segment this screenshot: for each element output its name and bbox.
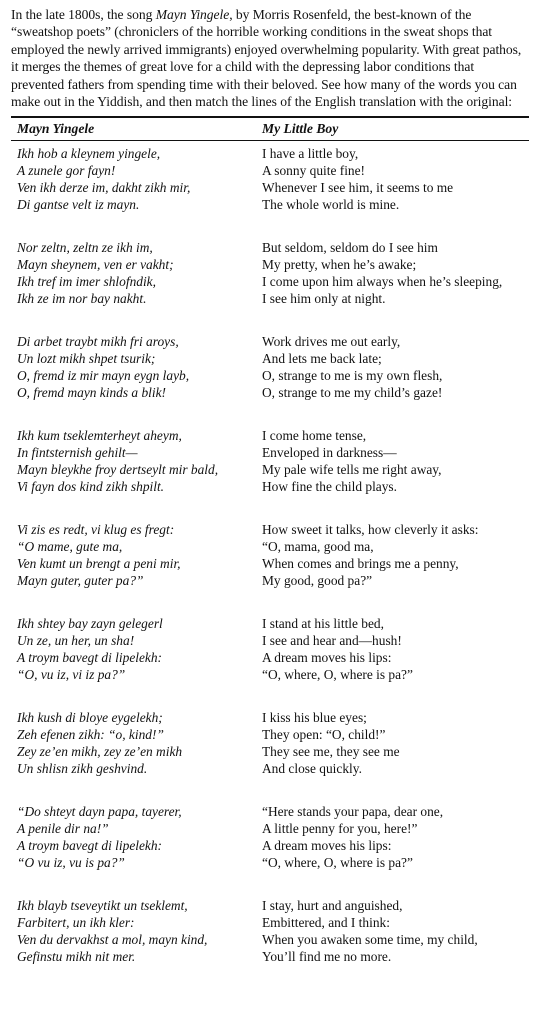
lyric-line — [11, 572, 529, 589]
lyric-line — [11, 478, 529, 495]
english-line: I come home tense, — [262, 427, 367, 443]
english-line: You’ll find me no more. — [262, 948, 392, 964]
stanza — [11, 145, 529, 213]
english-line: The whole world is mine. — [262, 196, 400, 212]
lyric-line — [11, 256, 529, 273]
stanza — [11, 333, 529, 401]
yiddish-line: Ikh hob a kleynem yingele, — [17, 145, 161, 161]
lyric-line — [11, 555, 529, 572]
lyric-line — [11, 350, 529, 367]
yiddish-line: “Do shteyt dayn papa, tayerer, — [17, 803, 182, 819]
lyric-line — [11, 333, 529, 350]
intro-paragraph — [11, 6, 529, 110]
english-line: A little penny for you, here!” — [262, 820, 418, 836]
english-line: Work drives me out early, — [262, 333, 401, 349]
english-line: How fine the child plays. — [262, 478, 397, 494]
intro-text-rest: , by Morris Rosenfeld, the best-known of the “sweatshop poets” (chroniclers of the horrible working conditions in the sweat shops that employed the newly arrived immigrants) enjoyed overwhelming popularity. With great pathos, it merges the themes of great love for a child with the depressing labor conditions that prevented fathers from spending time with their beloved. See how many of the words you can make out in the Yiddish, and then match the lines of the English translation with the original: — [11, 7, 522, 110]
lyric-line — [11, 820, 529, 837]
english-line: O, strange to me my child’s gaze! — [262, 384, 443, 400]
intro-song-title: Mayn Yingele — [155, 7, 230, 22]
yiddish-line: “O vu iz, vu is pa?” — [17, 854, 125, 870]
english-line: They open: “O, child!” — [262, 726, 386, 742]
lyrics-table — [11, 116, 529, 965]
english-line: My pretty, when he’s awake; — [262, 256, 417, 272]
lyric-line — [11, 743, 529, 760]
english-line: Embittered, and I think: — [262, 914, 390, 930]
english-line: “O, where, O, where is pa?” — [262, 854, 413, 870]
stanza — [11, 521, 529, 589]
intro-text-start: In the late 1800s, the song — [11, 7, 156, 22]
yiddish-line: Vi zis es redt, vi klug es fregt: — [17, 521, 175, 537]
yiddish-line: “O, vu iz, vi iz pa?” — [17, 666, 126, 682]
stanza-gap — [11, 401, 529, 423]
lyric-line — [11, 521, 529, 538]
yiddish-line: Mayn sheynem, ven er vakht; — [17, 256, 174, 272]
stanza-gap — [11, 777, 529, 799]
yiddish-line: O, fremd iz mir mayn eygn layb, — [17, 367, 190, 383]
lyric-line — [11, 726, 529, 743]
stanza-gap — [11, 495, 529, 517]
english-line: I kiss his blue eyes; — [262, 709, 367, 725]
stanza-gap — [11, 307, 529, 329]
yiddish-line: Ikh ze im nor bay nakht. — [17, 290, 147, 306]
english-line: I stay, hurt and anguished, — [262, 897, 403, 913]
yiddish-line: A troym bavegt di lipelekh: — [17, 837, 163, 853]
yiddish-line: Di arbet traybt mikh fri aroys, — [17, 333, 179, 349]
yiddish-line: Ikh shtey bay zayn gelegerl — [17, 615, 163, 631]
english-line: I stand at his little bed, — [262, 615, 384, 631]
english-line: O, strange to me is my own flesh, — [262, 367, 443, 383]
english-line: I see him only at night. — [262, 290, 386, 306]
stanza — [11, 239, 529, 307]
english-line: A dream moves his lips: — [262, 837, 392, 853]
stanza — [11, 615, 529, 683]
english-line: When you awaken some time, my child, — [262, 931, 478, 947]
english-line: “O, where, O, where is pa?” — [262, 666, 413, 682]
lyric-line — [11, 709, 529, 726]
lyric-line — [11, 384, 529, 401]
english-line: Enveloped in darkness— — [262, 444, 397, 460]
english-line: And close quickly. — [262, 760, 362, 776]
lyric-line — [11, 179, 529, 196]
lyric-line — [11, 461, 529, 478]
yiddish-line: A zunele gor fayn! — [17, 162, 116, 178]
lyric-line — [11, 273, 529, 290]
stanza-gap — [11, 589, 529, 611]
yiddish-line: Nor zeltn, zeltn ze ikh im, — [17, 239, 153, 255]
stanza — [11, 897, 529, 965]
yiddish-line: Ikh tref im imer shlofndik, — [17, 273, 156, 289]
lyric-line — [11, 897, 529, 914]
stanza — [11, 709, 529, 777]
stanza — [11, 427, 529, 495]
yiddish-line: Zey ze’en mikh, zey ze’en mikh — [17, 743, 183, 759]
english-line: And lets me back late; — [262, 350, 382, 366]
english-line: Whenever I see him, it seems to me — [262, 179, 454, 195]
yiddish-line: Gefinstu mikh nit mer. — [17, 948, 136, 964]
lyric-line — [11, 145, 529, 162]
lyric-line — [11, 538, 529, 555]
english-line: When comes and brings me a penny, — [262, 555, 459, 571]
english-line: I have a little boy, — [262, 145, 359, 161]
yiddish-line: Farbitert, un ikh kler: — [17, 914, 135, 930]
lyric-line — [11, 290, 529, 307]
stanza-gap — [11, 871, 529, 893]
yiddish-line: Un ze, un her, un sha! — [17, 632, 135, 648]
yiddish-line: Un lozt mikh shpet tsurik; — [17, 350, 156, 366]
stanza-gap — [11, 683, 529, 705]
yiddish-line: Ikh kush di bloye eygelekh; — [17, 709, 163, 725]
english-line: My good, good pa?” — [262, 572, 373, 588]
header-yiddish: Mayn Yingele — [17, 121, 95, 137]
yiddish-line: A troym bavegt di lipelekh: — [17, 649, 163, 665]
lyric-line — [11, 615, 529, 632]
lyric-line — [11, 803, 529, 820]
lyric-line — [11, 837, 529, 854]
yiddish-line: “O mame, gute ma, — [17, 538, 123, 554]
stanza-list — [11, 145, 529, 965]
english-line: “Here stands your papa, dear one, — [262, 803, 444, 819]
yiddish-line: A penile dir na!” — [17, 820, 109, 836]
english-line: How sweet it talks, how cleverly it asks: — [262, 521, 479, 537]
lyric-line — [11, 196, 529, 213]
english-line: But seldom, seldom do I see him — [262, 239, 438, 255]
lyric-line — [11, 854, 529, 871]
yiddish-line: Mayn bleykhe froy dertseylt mir bald, — [17, 461, 219, 477]
lyric-line — [11, 760, 529, 777]
lyric-line — [11, 427, 529, 444]
yiddish-line: O, fremd mayn kinds a blik! — [17, 384, 167, 400]
yiddish-line: In fintsternish gehilt— — [17, 444, 138, 460]
lyric-line — [11, 666, 529, 683]
yiddish-line: Zeh efenen zikh: “o, kind!” — [17, 726, 164, 742]
lyric-line — [11, 649, 529, 666]
english-line: A sonny quite fine! — [262, 162, 366, 178]
yiddish-line: Vi fayn dos kind zikh shpilt. — [17, 478, 165, 494]
stanza — [11, 803, 529, 871]
header-english: My Little Boy — [262, 121, 339, 137]
lyric-line — [11, 914, 529, 931]
yiddish-line: Ven kumt un brengt a peni mir, — [17, 555, 181, 571]
english-line: A dream moves his lips: — [262, 649, 392, 665]
english-line: I come upon him always when he’s sleeping, — [262, 273, 503, 289]
lyric-line — [11, 162, 529, 179]
english-line: “O, mama, good ma, — [262, 538, 374, 554]
yiddish-line: Ven du dervakhst a mol, mayn kind, — [17, 931, 208, 947]
lyric-line — [11, 948, 529, 965]
lyric-line — [11, 239, 529, 256]
yiddish-line: Ikh kum tseklemterheyt aheym, — [17, 427, 182, 443]
yiddish-line: Di gantse velt iz mayn. — [17, 196, 140, 212]
yiddish-line: Ven ikh derze im, dakht zikh mir, — [17, 179, 191, 195]
table-header-row — [11, 118, 529, 140]
english-line: I see and hear and—hush! — [262, 632, 402, 648]
english-line: They see me, they see me — [262, 743, 400, 759]
english-line: My pale wife tells me right away, — [262, 461, 442, 477]
table-header-rule — [11, 140, 529, 141]
lyric-line — [11, 632, 529, 649]
yiddish-line: Ikh blayb tseveytikt un tseklemt, — [17, 897, 188, 913]
stanza-gap — [11, 213, 529, 235]
lyric-line — [11, 367, 529, 384]
yiddish-line: Mayn guter, guter pa?” — [17, 572, 144, 588]
lyric-line — [11, 931, 529, 948]
yiddish-line: Un shlisn zikh geshvind. — [17, 760, 148, 776]
lyric-line — [11, 444, 529, 461]
